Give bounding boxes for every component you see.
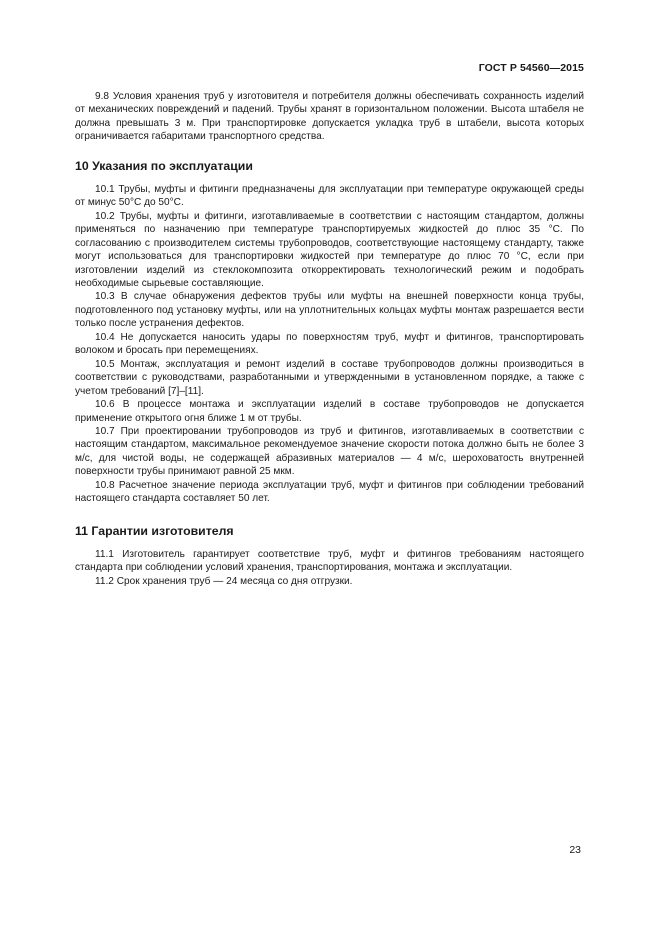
paragraph-10-6: 10.6 В процессе монтажа и эксплуатации изделий в составе трубопроводов не допускается применение открытого огня ближе 1 м от трубы.	[75, 399, 584, 424]
paragraph-10-4: 10.4 Не допускается наносить удары по поверхностям труб, муфт и фитингов, транспортировать волоком и бросать при перемещениях.	[75, 331, 584, 357]
paragraph-10-1: 10.1 Трубы, муфты и фитинги предназначены для эксплуатации при температуре окружающей среды от минус 50°С до 50°С.	[75, 183, 584, 209]
document-body	[75, 90, 584, 588]
paragraph-10-3: 10.3 В случае обнаружения дефектов трубы или муфты на внешней поверхности конца трубы, подготовленного под установку муфты, или на уплотнительных кольцах муфты монтаж разрешается вести только после устранения дефектов.	[75, 291, 584, 330]
paragraph-10-7: 10.7 При проектировании трубопроводов из труб и фитингов, изготавливаемых в соответствии с настоящим стандартом, максимальное рекомендуемое значение скорости потока должно быть не более 3 м/с, для чистой воды, не содержащей абразивных материалов — 4 м/с, шероховатость внутренней поверхности трубы принимают равной 25 мкм.	[75, 425, 584, 478]
paragraph-11-2: 11.2 Срок хранения труб — 24 месяца со дня отгрузки.	[95, 575, 353, 587]
document-code: ГОСТ Р 54560—2015	[478, 62, 584, 74]
page-number: 23	[569, 844, 581, 856]
paragraph-10-5: 10.5 Монтаж, эксплуатация и ремонт изделий в составе трубопроводов должны производиться в соответствии с руководствами, разработанными и утвержденными в установленном порядке, а также с учетом требований [7]–[11].	[75, 358, 584, 397]
paragraph-10-2: 10.2 Трубы, муфты и фитинги, изготавливаемые в соответствии с настоящим стандартом, должны применяться по назначению при температуре транспортируемых жидкостей до плюс 35 °С. По согласованию с производителем системы трубопроводов, соответствующие настоящему стандарту, также могут использоваться для транспортировки жидкостей при температуре до плюс 70 °С, если при изготовлении изделий из стеклокомпозита откорректировать технологический режим и подобрать необходимые сырьевые составляющие.	[75, 210, 584, 289]
section-heading-10: 10 Указания по эксплуатации	[75, 158, 253, 173]
paragraph-11-1: 11.1 Изготовитель гарантирует соответствие труб, муфт и фитингов требованиям настоящего стандарта при соблюдении условий хранения, транспортирования, монтажа и эксплуатации.	[75, 548, 584, 574]
paragraph-9-8: 9.8 Условия хранения труб у изготовителя и потребителя должны обеспечивать сохранность изделий от механических повреждений и падений. Трубы хранят в горизонтальном положении. Высота штабеля не должна превышать 3 м. При транспортировке допускается укладка труб в штабели, высота которых ограничивается габаритами транспортного средства.	[75, 91, 584, 143]
paragraph-10-8: 10.8 Расчетное значение периода эксплуатации труб, муфт и фитингов при соблюдении требований настоящего стандарта составляет 50 лет.	[75, 479, 584, 505]
section-heading-11: 11 Гарантии изготовителя	[75, 523, 234, 538]
